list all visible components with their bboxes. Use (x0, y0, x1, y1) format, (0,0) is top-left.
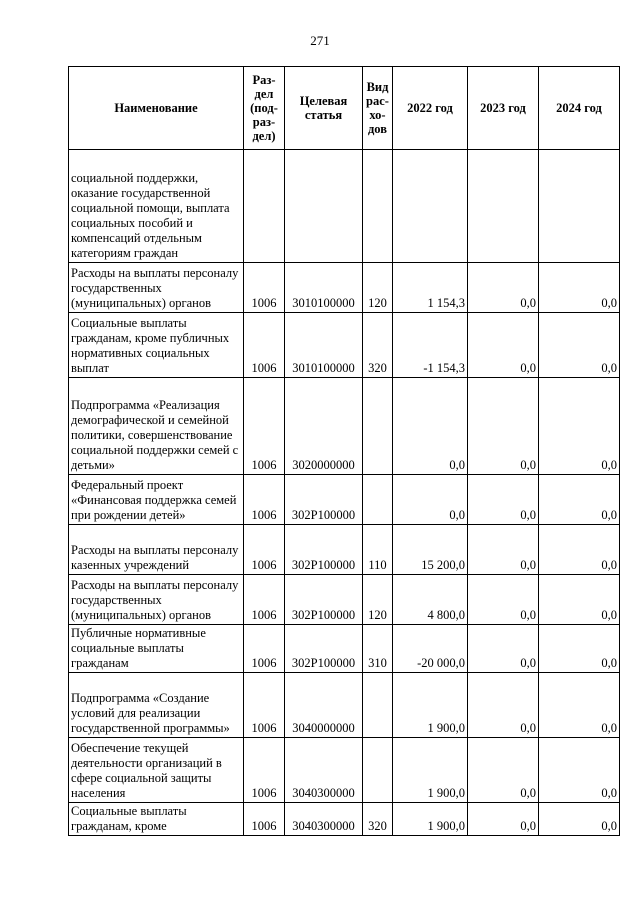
cell-section: 1006 (244, 263, 285, 313)
cell-2023: 0,0 (468, 625, 539, 673)
header-target: Целевая статья (285, 67, 363, 150)
cell-2023: 0,0 (468, 738, 539, 803)
cell-2024: 0,0 (539, 738, 620, 803)
cell-target: 3040300000 (285, 803, 363, 836)
cell-section (244, 150, 285, 263)
cell-2024: 0,0 (539, 475, 620, 525)
cell-section: 1006 (244, 673, 285, 738)
cell-name: Обеспечение текущей деятельности организаций в сфере социальной защиты населения (69, 738, 244, 803)
cell-2023: 0,0 (468, 575, 539, 625)
cell-target: 302P100000 (285, 525, 363, 575)
cell-2024: 0,0 (539, 625, 620, 673)
cell-target: 3040300000 (285, 738, 363, 803)
cell-2023: 0,0 (468, 313, 539, 378)
cell-2023 (468, 150, 539, 263)
header-section: Раз- дел (под- раз- дел) (244, 67, 285, 150)
cell-2024: 0,0 (539, 803, 620, 836)
table-header-row (69, 67, 620, 150)
table-row (69, 738, 620, 803)
cell-target: 302P100000 (285, 575, 363, 625)
cell-target: 302P100000 (285, 625, 363, 673)
header-2024: 2024 год (539, 67, 620, 150)
cell-2023: 0,0 (468, 803, 539, 836)
cell-expense-type: 120 (363, 263, 393, 313)
cell-2024 (539, 150, 620, 263)
cell-2022: 1 900,0 (393, 738, 468, 803)
cell-2023: 0,0 (468, 263, 539, 313)
cell-2024: 0,0 (539, 313, 620, 378)
cell-target: 3010100000 (285, 263, 363, 313)
table-row (69, 625, 620, 673)
table-row (69, 378, 620, 475)
cell-name: Подпрограмма «Создание условий для реализации государственной программы» (69, 673, 244, 738)
cell-expense-type: 320 (363, 313, 393, 378)
cell-target: 3040000000 (285, 673, 363, 738)
cell-2023: 0,0 (468, 673, 539, 738)
cell-name: Публичные нормативные социальные выплаты гражданам (69, 625, 244, 673)
cell-expense-type: 110 (363, 525, 393, 575)
cell-section: 1006 (244, 803, 285, 836)
cell-expense-type: 120 (363, 575, 393, 625)
cell-2024: 0,0 (539, 263, 620, 313)
cell-name: Расходы на выплаты персоналу государственных (муниципальных) органов (69, 263, 244, 313)
table-row (69, 263, 620, 313)
cell-expense-type (363, 378, 393, 475)
header-expense-type: Вид рас- хо- дов (363, 67, 393, 150)
cell-2022: 0,0 (393, 378, 468, 475)
cell-target: 3010100000 (285, 313, 363, 378)
header-name: Наименование (69, 67, 244, 150)
cell-name: Расходы на выплаты персоналу казенных учреждений (69, 525, 244, 575)
cell-section: 1006 (244, 738, 285, 803)
cell-section: 1006 (244, 525, 285, 575)
budget-table (68, 66, 620, 836)
cell-expense-type (363, 673, 393, 738)
table-body (69, 150, 620, 836)
cell-target: 3020000000 (285, 378, 363, 475)
cell-name: Социальные выплаты гражданам, кроме (69, 803, 244, 836)
cell-2023: 0,0 (468, 525, 539, 575)
cell-expense-type: 310 (363, 625, 393, 673)
cell-name: Подпрограмма «Реализация демографической и семейной политики, совершенствование социальной поддержки семей с детьми» (69, 378, 244, 475)
header-2022: 2022 год (393, 67, 468, 150)
page-number: 271 (310, 33, 330, 48)
cell-name: Расходы на выплаты персоналу государственных (муниципальных) органов (69, 575, 244, 625)
table-row (69, 803, 620, 836)
cell-section: 1006 (244, 313, 285, 378)
cell-2024: 0,0 (539, 575, 620, 625)
table-row (69, 475, 620, 525)
cell-2022: 15 200,0 (393, 525, 468, 575)
cell-expense-type (363, 150, 393, 263)
cell-2022: 4 800,0 (393, 575, 468, 625)
cell-expense-type (363, 738, 393, 803)
cell-name: Социальные выплаты гражданам, кроме публичных нормативных социальных выплат (69, 313, 244, 378)
cell-2022: 1 900,0 (393, 803, 468, 836)
cell-2022 (393, 150, 468, 263)
cell-2022: 1 154,3 (393, 263, 468, 313)
cell-2022: -1 154,3 (393, 313, 468, 378)
table-row (69, 313, 620, 378)
table-row (69, 673, 620, 738)
table-row (69, 525, 620, 575)
table-row (69, 150, 620, 263)
header-2023: 2023 год (468, 67, 539, 150)
cell-2024: 0,0 (539, 525, 620, 575)
cell-2022: 1 900,0 (393, 673, 468, 738)
cell-expense-type: 320 (363, 803, 393, 836)
cell-name: социальной поддержки, оказание государственной социальной помощи, выплата социальных пособий и компенсаций отдельным категориям граждан (69, 150, 244, 263)
cell-target: 302P100000 (285, 475, 363, 525)
cell-2022: 0,0 (393, 475, 468, 525)
cell-name: Федеральный проект «Финансовая поддержка семей при рождении детей» (69, 475, 244, 525)
cell-2023: 0,0 (468, 475, 539, 525)
cell-section: 1006 (244, 475, 285, 525)
cell-2022: -20 000,0 (393, 625, 468, 673)
cell-2024: 0,0 (539, 378, 620, 475)
cell-2023: 0,0 (468, 378, 539, 475)
cell-expense-type (363, 475, 393, 525)
cell-section: 1006 (244, 575, 285, 625)
cell-section: 1006 (244, 378, 285, 475)
table-row (69, 575, 620, 625)
cell-section: 1006 (244, 625, 285, 673)
cell-target (285, 150, 363, 263)
cell-2024: 0,0 (539, 673, 620, 738)
